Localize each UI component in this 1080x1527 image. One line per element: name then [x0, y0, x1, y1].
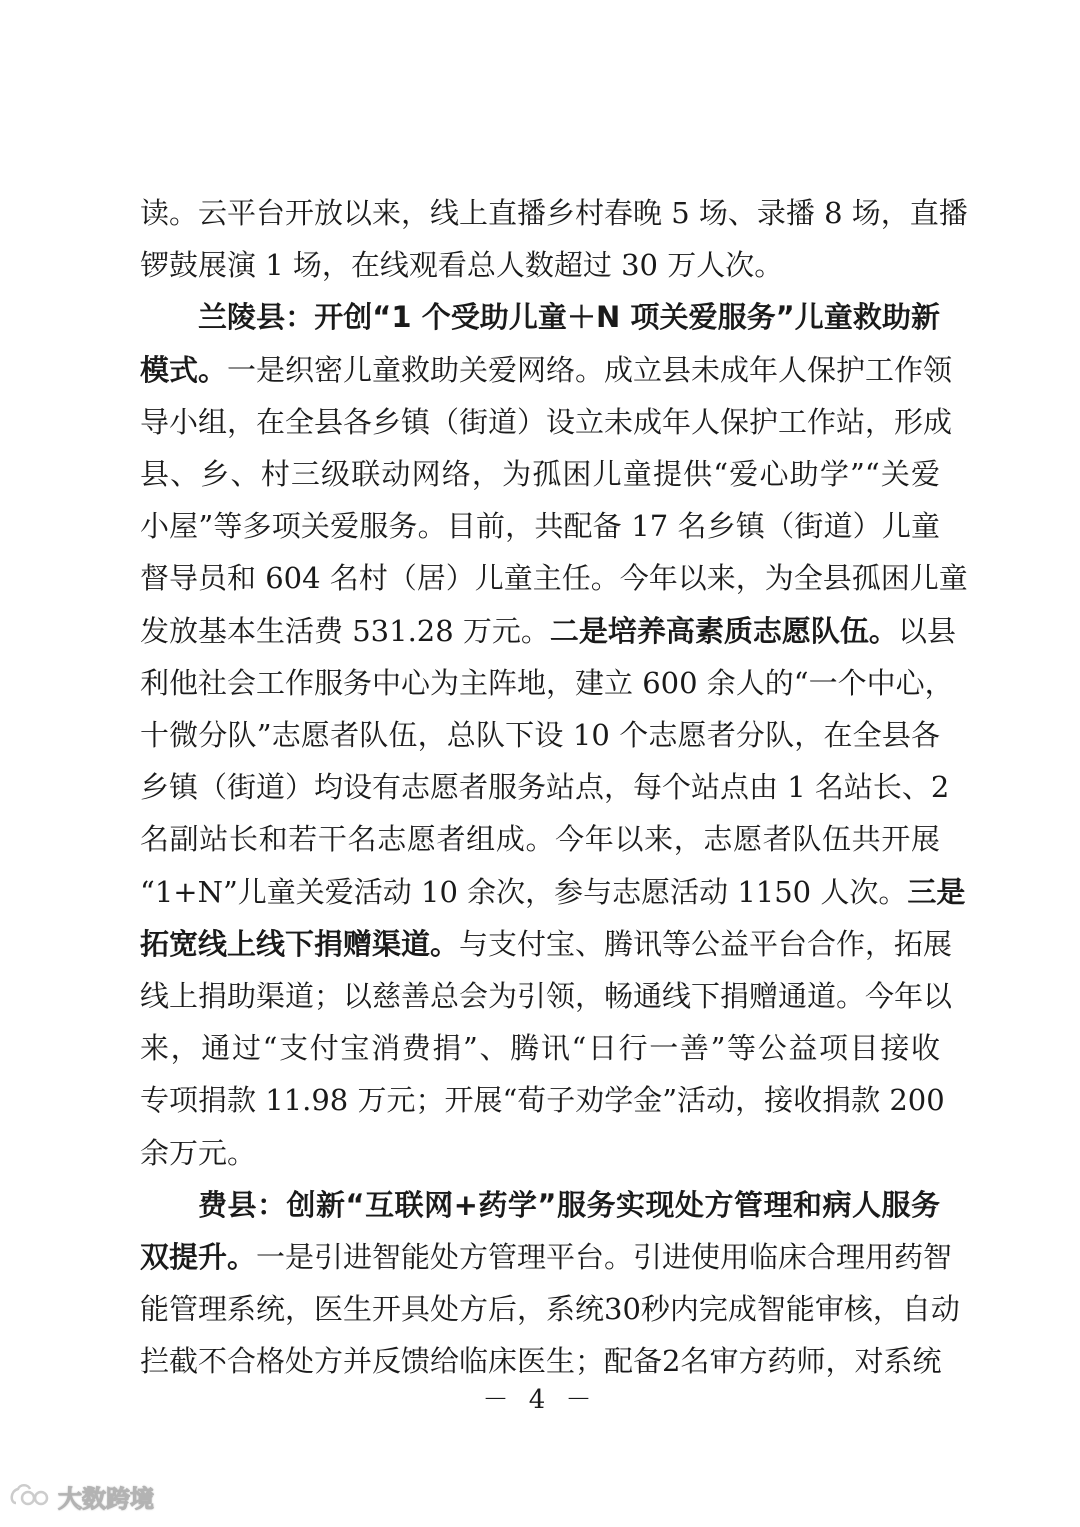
text-segment: 以县 — [897, 614, 956, 648]
text-segment: 专项捐款 11.98 万元；开展“荀子劝学金”活动，接收捐款 200 — [140, 1083, 945, 1117]
text-segment: 读。云平台开放以来，线上直播乡村春晚 5 场、录播 8 场，直播 — [140, 196, 968, 230]
text-line — [140, 611, 956, 651]
text-segment: 利他社会工作服务中心为主阵地，建立 600 余人的“一个中心， — [140, 666, 954, 700]
text-segment: 一是引进智能处方管理平台。 — [256, 1240, 634, 1274]
text-line — [140, 663, 954, 703]
text-segment: 乡镇（街道）均设有志愿者服务站点，每个站点由 1 名站长、2 — [140, 770, 950, 804]
text-line — [140, 819, 940, 859]
text-segment: 小屋”等多项关爱服务。目前，共配备 17 名乡镇（街道）儿童 — [140, 509, 940, 543]
text-segment: 名副站长和若干名志愿者组成。今年以来，志愿者队伍共开展 — [140, 822, 940, 856]
text-line — [140, 715, 940, 755]
text-line — [140, 767, 950, 807]
text-line — [140, 1341, 940, 1381]
text-segment: 锣鼓展演 1 场，在线观看总人数超过 30 万人次。 — [140, 248, 784, 282]
text-segment: 一是织密儿童救助关爱网络。 — [227, 353, 605, 387]
bold-text-segment: 费县：创新“互联网+药学”服务实现处方管理和病人服务 — [198, 1188, 940, 1222]
text-line — [140, 872, 966, 912]
text-line — [140, 1237, 953, 1277]
bold-text-segment: 拓宽线上线下捐赠渠道。 — [140, 927, 460, 961]
text-segment: “1+N”儿童关爱活动 10 余次，参与志愿活动 1150 人次。 — [140, 875, 908, 909]
text-segment: 拦截不合格处方并反馈给临床医生；配备2名审方药师，对系统 — [140, 1344, 942, 1378]
watermark-logo-icon — [8, 1481, 52, 1511]
text-segment: 发放基本生活费 531.28 万元。 — [140, 614, 550, 648]
text-segment: 县、乡、村三级联动网络，为孤困儿童提供“爱心助学”“关爱 — [140, 457, 940, 491]
text-line — [140, 193, 968, 233]
bold-text-segment: 三是 — [907, 875, 966, 909]
text-line — [140, 506, 940, 546]
bold-text-segment: 双提升。 — [140, 1240, 257, 1274]
text-line — [198, 1185, 940, 1225]
text-segment: 引进使用临床合理用药智 — [633, 1240, 953, 1274]
text-line — [140, 976, 953, 1016]
watermark — [8, 1478, 154, 1514]
text-segment: 余万元。 — [140, 1136, 257, 1170]
text-segment: 来，通过“支付宝消费捐”、腾讯“日行一善”等公益项目接收 — [140, 1031, 940, 1065]
text-segment: 能管理系统，医生开具处方后，系统30秒内完成智能审核，自动 — [140, 1292, 960, 1326]
text-segment: 线上捐助渠道；以慈善总会为引领，畅通线下捐赠通道。今年以 — [140, 979, 953, 1013]
bold-text-segment: 兰陵县：开创“1 个受助儿童＋N 项关爱服务”儿童救助新 — [198, 300, 940, 334]
text-line — [140, 558, 968, 598]
text-line — [140, 1133, 940, 1173]
text-line — [140, 1289, 960, 1329]
text-segment: 督导员和 604 名村（居）儿童主任。今年以来，为全县孤困儿童 — [140, 561, 968, 595]
text-line — [140, 1080, 945, 1120]
watermark-text: 大数跨境 — [58, 1484, 154, 1513]
bold-text-segment: 模式。 — [140, 353, 228, 387]
text-line — [140, 245, 940, 285]
text-line — [198, 297, 940, 337]
text-line — [140, 350, 953, 390]
text-segment: 十微分队”志愿者队伍，总队下设 10 个志愿者分队，在全县各 — [140, 718, 940, 752]
bold-text-segment: 二是培养高素质志愿队伍。 — [549, 614, 898, 648]
text-segment: 成立县未成年人保护工作领 — [604, 353, 953, 387]
text-line — [140, 402, 953, 442]
text-segment: 与支付宝、腾讯等公益平台合作，拓展 — [459, 927, 953, 961]
text-segment: 导小组，在全县各乡镇（街道）设立未成年人保护工作站，形成 — [140, 405, 953, 439]
text-line — [140, 454, 940, 494]
text-line — [140, 924, 953, 964]
text-line — [140, 1028, 940, 1068]
page-number: － 4 － — [482, 1385, 598, 1415]
